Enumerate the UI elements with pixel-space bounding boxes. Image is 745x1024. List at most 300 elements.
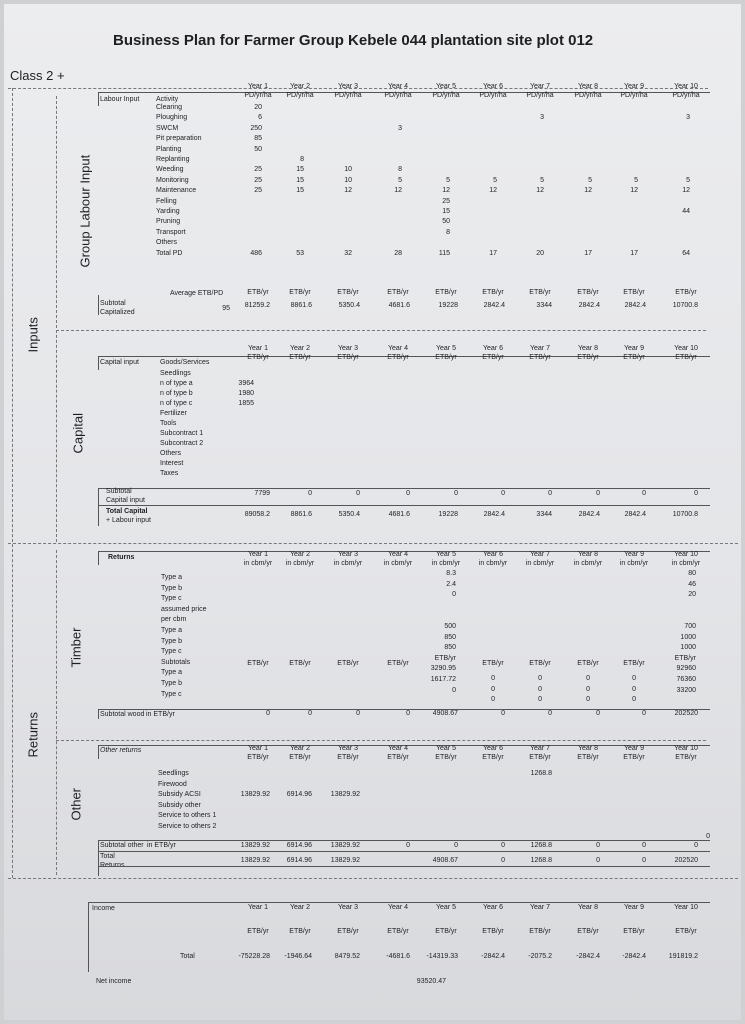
year-header: Year 10 (674, 83, 698, 90)
labour-value: 8 (446, 228, 450, 236)
other-total-value: 0 (596, 857, 600, 864)
etb-unit: ETB/yr (529, 660, 551, 667)
capital-total-value: 19228 (438, 511, 458, 518)
section-group-labour-input: Group Labour Input (77, 154, 93, 268)
capital-item: n of type c (160, 400, 193, 407)
capital-subtotal-label: Subtotal (106, 488, 132, 495)
timber-year5-value: 0 (452, 591, 456, 599)
labour-value: 25 (254, 187, 262, 195)
year-header: Year 6 (483, 551, 503, 558)
year-unit: PD/yr/ha (479, 92, 507, 99)
capital-total-value: 5350.4 (338, 511, 360, 518)
timber-year5-value: 8.3 (446, 570, 456, 577)
labour-value: 3 (398, 124, 402, 132)
year-unit: in cbm/yr (671, 560, 701, 567)
timber-zero: 0 (538, 675, 542, 682)
other-total-value: 0 (642, 857, 646, 864)
timber-row-label: per cbm (161, 616, 187, 624)
other-row-label: Subsidy other (158, 801, 201, 809)
year-header: Year 10 (674, 345, 698, 352)
rule (98, 92, 99, 106)
capital-subtotal-value: 0 (548, 490, 552, 497)
timber-subtotal-value: 202520 (674, 710, 698, 717)
etb-unit: ETB/yr (482, 660, 504, 667)
etb-unit: ETB/yr (529, 289, 551, 296)
divider (56, 550, 57, 875)
year-unit: ETB/yr (577, 928, 599, 935)
total-capital-label: Total Capital (106, 508, 148, 515)
timber-zero: 0 (538, 685, 542, 693)
rule (88, 902, 89, 972)
timber-year5-value: 850 (444, 644, 456, 652)
year-header: Year 10 (674, 904, 698, 911)
year-unit: ETB/yr (675, 928, 697, 935)
activity-label: Others (156, 239, 178, 247)
year-unit: PD/yr/ha (526, 92, 554, 99)
timber-year10-value: ETB/yr (674, 654, 696, 662)
other-row-label: Subsidy ACSI (158, 791, 201, 798)
year-header: Year 2 (290, 904, 310, 911)
labour-value: 3 (686, 114, 690, 122)
year-header: Year 9 (624, 551, 644, 558)
labour-value: 64 (682, 249, 690, 257)
year-unit: ETB/yr (529, 754, 551, 761)
timber-subtotal-value: 0 (406, 710, 410, 717)
year-unit: PD/yr/ha (574, 92, 602, 99)
labour-value: 17 (489, 249, 497, 257)
income-total-value: -2075.2 (528, 953, 552, 960)
labour-value: 17 (630, 249, 638, 257)
etb-unit: ETB/yr (337, 660, 359, 667)
other-subtotal-value: 6914.96 (286, 842, 312, 849)
timber-subtotal-value: 0 (308, 710, 312, 717)
year-unit: ETB/yr (247, 754, 269, 761)
year-header: Year 5 (436, 345, 456, 352)
year-header: Year 2 (290, 83, 310, 90)
divider (56, 740, 706, 741)
activity-label: Clearing (156, 104, 183, 111)
plus-labour-label: + Labour input (106, 517, 151, 524)
capital-total-value: 4681.6 (388, 511, 410, 518)
labour-subtotal-value: 8861.6 (290, 302, 312, 309)
labour-input-label: Labour Input (100, 96, 140, 103)
etb-unit: ETB/yr (623, 660, 645, 667)
income-total-value: -2842.4 (622, 953, 646, 960)
timber-row-label: Type c (161, 595, 182, 603)
year-unit: ETB/yr (482, 928, 504, 935)
timber-year10-value: 46 (688, 580, 696, 588)
labour-value: 12 (344, 187, 352, 195)
divider (56, 330, 706, 331)
year-header: Year 9 (624, 83, 644, 90)
timber-zero: 0 (632, 685, 636, 693)
capital-item: Tools (160, 420, 177, 427)
other-total-value: 4908.67 (432, 857, 458, 864)
other-row-value: 1268.8 (530, 770, 552, 777)
year-header: Year 8 (578, 904, 598, 911)
timber-year5-value: 2.4 (446, 580, 456, 588)
timber-year5-value: 850 (444, 633, 456, 641)
capital-item: Seedlings (160, 370, 191, 377)
capital-total-value: 3344 (536, 511, 552, 518)
rule (98, 356, 99, 370)
rule (98, 709, 99, 719)
timber-subtotal-value: 0 (548, 710, 552, 717)
year-unit: ETB/yr (577, 354, 599, 361)
capital-item: n of type a (160, 380, 193, 387)
year-header: Year 4 (388, 551, 408, 558)
labour-subtotal-value: 2842.4 (578, 302, 600, 309)
section-inputs: Inputs (25, 317, 41, 353)
year-header: Year 4 (388, 745, 408, 752)
timber-subtotal-value: 0 (642, 710, 646, 717)
timber-row-label: Type b (161, 637, 183, 645)
capital-item: Subcontract 1 (160, 430, 204, 437)
year-unit: ETB/yr (482, 354, 504, 361)
timber-zero: 0 (586, 685, 590, 693)
capitalized-label: Capitalized (100, 309, 135, 316)
timber-zero: 0 (491, 696, 495, 704)
etb-unit: ETB/yr (435, 289, 457, 296)
capital-item: n of type b (160, 390, 193, 397)
year-unit: ETB/yr (289, 754, 311, 761)
timber-row-label: Type c (161, 690, 182, 698)
year-unit: ETB/yr (387, 354, 409, 361)
divider (8, 878, 738, 879)
capital-subtotal-value: 0 (406, 490, 410, 497)
other-subtotal-value: 0 (406, 842, 410, 849)
year-header: Year 3 (338, 551, 358, 558)
year-unit: ETB/yr (435, 928, 457, 935)
timber-row-label: Type a (161, 574, 183, 581)
capital-item-value: 3964 (238, 380, 254, 387)
income-total-value: 8479.52 (334, 953, 360, 960)
timber-year10-value: 700 (684, 623, 696, 630)
other-row-label: Service to others 2 (158, 822, 217, 830)
net-income-value: 93520.47 (416, 978, 446, 985)
divider (12, 88, 13, 878)
rule (98, 851, 710, 852)
labour-value: 15 (296, 187, 304, 195)
labour-value: 250 (250, 124, 262, 132)
year-unit: PD/yr/ha (384, 92, 412, 99)
capital-total-value: 2842.4 (624, 511, 646, 518)
subtotal-other-unit: in ETB/yr (147, 842, 176, 849)
year-header: Year 9 (624, 745, 644, 752)
year-unit: ETB/yr (529, 354, 551, 361)
activity-label: Pruning (156, 218, 181, 226)
capital-total-value: 89058.2 (244, 511, 270, 518)
capital-input-sublabel: Capital input (106, 497, 145, 504)
timber-year5-value: ETB/yr (434, 654, 456, 662)
year-unit: in cbm/yr (619, 560, 649, 567)
activity-label: Ploughing (156, 114, 188, 122)
capital-item: Others (160, 450, 182, 457)
year-unit: ETB/yr (529, 928, 551, 935)
timber-row-label: Subtotals (161, 658, 191, 666)
capital-item: Interest (160, 460, 184, 467)
timber-year10-value: 80 (688, 570, 696, 577)
labour-value: 8 (300, 156, 304, 163)
labour-subtotal-value: 19228 (438, 302, 458, 309)
other-row-value: 6914.96 (286, 791, 312, 798)
rule (98, 488, 99, 526)
etb-unit: ETB/yr (289, 289, 311, 296)
capital-total-value: 2842.4 (483, 511, 505, 518)
year-unit: ETB/yr (387, 928, 409, 935)
year-unit: ETB/yr (337, 754, 359, 761)
labour-value: 53 (296, 249, 304, 257)
labour-value: 50 (442, 218, 450, 226)
other-row-label: Seedlings (158, 770, 189, 777)
timber-row-label: assumed price (161, 605, 207, 613)
labour-value: 17 (584, 249, 592, 257)
other-row-value: 13829.92 (240, 791, 270, 798)
divider (8, 543, 738, 544)
year-header: Year 9 (624, 345, 644, 352)
year-unit: ETB/yr (289, 928, 311, 935)
capital-item-value: 1855 (238, 400, 254, 407)
timber-subtotal-value: 0 (356, 710, 360, 717)
timber-year5-value: 1617.72 (430, 676, 456, 683)
labour-value: 8 (398, 166, 402, 174)
other-subtotal-value: 0 (694, 842, 698, 849)
labour-value: 5 (686, 176, 690, 184)
total-returns-label: Total (100, 853, 115, 860)
year-header: Year 6 (483, 83, 503, 90)
labour-value: 20 (536, 249, 544, 257)
capital-input-label: Capital input (100, 359, 139, 366)
year-header: Year 1 (248, 83, 268, 90)
year-header: Year 4 (388, 904, 408, 911)
other-extra-zero: 0 (706, 833, 710, 840)
year-header: Year 8 (578, 345, 598, 352)
etb-unit: ETB/yr (675, 289, 697, 296)
labour-subtotal-value: 3344 (536, 302, 552, 309)
labour-value: 12 (682, 187, 690, 195)
capital-subtotal-value: 0 (308, 490, 312, 497)
timber-subtotal-value: 0 (596, 710, 600, 717)
year-unit: ETB/yr (247, 928, 269, 935)
year-header: Year 7 (530, 551, 550, 558)
income-total-value: -4681.6 (386, 953, 410, 960)
labour-value: 32 (344, 249, 352, 257)
timber-year10-value: 33200 (676, 686, 696, 694)
etb-unit: ETB/yr (577, 660, 599, 667)
labour-value: 12 (536, 187, 544, 195)
labour-value: 10 (344, 176, 352, 184)
year-unit: in cbm/yr (525, 560, 555, 567)
income-total-value: -2842.4 (481, 953, 505, 960)
year-header: Year 10 (674, 551, 698, 558)
timber-zero: 0 (586, 675, 590, 682)
other-subtotal-value: 1268.8 (530, 842, 552, 849)
capital-subtotal-value: 0 (642, 490, 646, 497)
etb-unit: ETB/yr (623, 289, 645, 296)
timber-row-label: Type b (161, 584, 183, 592)
capital-subtotal-value: 0 (356, 490, 360, 497)
rule (98, 488, 710, 489)
other-returns-label: Other returns (100, 747, 142, 754)
labour-subtotal-value: 81259.2 (244, 302, 270, 309)
year-unit: in cbm/yr (243, 560, 273, 567)
year-header: Year 7 (530, 904, 550, 911)
page-title: Business Plan for Farmer Group Kebele 044 plantation site plot 012 (113, 32, 594, 49)
other-row-value: 13829.92 (330, 791, 360, 798)
other-total-value: 13829.92 (330, 857, 360, 864)
labour-value: 25 (442, 197, 450, 205)
labour-subtotal-value: 2842.4 (483, 302, 505, 309)
labour-value: 5 (446, 176, 450, 184)
activity-label: Replanting (156, 156, 190, 163)
subtotal-wood-unit: in ETB/yr (146, 711, 175, 718)
year-header: Year 9 (624, 904, 644, 911)
year-unit: ETB/yr (577, 754, 599, 761)
capital-item: Fertilizer (160, 410, 187, 417)
labour-value: 3 (540, 114, 544, 122)
year-header: Year 1 (248, 904, 268, 911)
activity-label: Yarding (156, 208, 180, 215)
timber-subtotal-value: 4908.67 (432, 710, 458, 717)
year-unit: ETB/yr (435, 754, 457, 761)
year-unit: ETB/yr (387, 754, 409, 761)
timber-row-label: Type c (161, 648, 182, 656)
subtotal-wood-label: Subtotal wood (100, 711, 145, 718)
year-unit: ETB/yr (623, 928, 645, 935)
activity-label: SWCM (156, 124, 179, 132)
year-header: Year 1 (248, 551, 268, 558)
year-unit: ETB/yr (289, 354, 311, 361)
year-header: Year 1 (248, 345, 268, 352)
year-unit: PD/yr/ha (672, 92, 700, 99)
labour-value: 25 (254, 166, 262, 174)
etb-unit: ETB/yr (577, 289, 599, 296)
timber-zero: 0 (632, 675, 636, 682)
returns-label: Returns (108, 554, 135, 561)
section-timber: Timber (68, 627, 84, 668)
other-row-label: Firewood (158, 780, 187, 788)
other-total-value: 13829.92 (240, 857, 270, 864)
timber-year5-value: 3290.95 (430, 665, 456, 673)
labour-value: 20 (254, 104, 262, 111)
other-subtotal-value: 0 (642, 842, 646, 849)
other-total-value: 6914.96 (286, 857, 312, 864)
year-unit: ETB/yr (435, 354, 457, 361)
labour-value: 15 (296, 166, 304, 174)
capital-item: Subcontract 2 (160, 440, 204, 447)
timber-zero: 0 (491, 675, 495, 682)
year-unit: ETB/yr (337, 354, 359, 361)
labour-value: 15 (442, 208, 450, 215)
etb-unit: ETB/yr (247, 289, 269, 296)
subtotal-label: Subtotal (100, 300, 126, 307)
subtotal-other-label: Subtotal other (100, 842, 144, 849)
other-total-value: 1268.8 (530, 857, 552, 864)
activity-label: Planting (156, 145, 182, 153)
year-header: Year 2 (290, 551, 310, 558)
etb-unit: ETB/yr (387, 660, 409, 667)
class-label: Class 2 + (10, 68, 65, 83)
year-header: Year 2 (290, 345, 310, 352)
other-subtotal-value: 0 (596, 842, 600, 849)
labour-value: 5 (540, 176, 544, 184)
returns-sublabel: Returns (100, 862, 125, 869)
timber-zero: 0 (632, 696, 636, 704)
section-other: Other (68, 787, 84, 821)
year-unit: ETB/yr (482, 754, 504, 761)
capital-total-value: 10700.8 (672, 511, 698, 518)
divider (56, 96, 57, 542)
labour-value: 12 (394, 187, 402, 195)
year-unit: ETB/yr (623, 754, 645, 761)
year-unit: in cbm/yr (573, 560, 603, 567)
income-total-value: 191819.2 (668, 953, 698, 960)
labour-value: 12 (630, 187, 638, 195)
rule (98, 745, 99, 759)
other-subtotal-value: 13829.92 (240, 842, 270, 849)
year-unit: PD/yr/ha (620, 92, 648, 99)
timber-year10-value: 1000 (680, 633, 696, 641)
activity-label: Pit preparation (156, 135, 202, 143)
year-header: Year 6 (483, 345, 503, 352)
labour-value: 5 (588, 176, 592, 184)
timber-zero: 0 (491, 685, 495, 693)
income-total-value: -75228.28 (238, 953, 270, 960)
timber-year5-value: 500 (444, 623, 456, 630)
labour-value: 85 (254, 135, 262, 143)
activity-label: Maintenance (156, 187, 197, 195)
other-total-value: 0 (501, 857, 505, 864)
year-header: Year 5 (436, 551, 456, 558)
labour-value: 25 (254, 176, 262, 184)
year-unit: PD/yr/ha (432, 92, 460, 99)
year-unit: in cbm/yr (431, 560, 461, 567)
labour-value: 12 (442, 187, 450, 195)
rule (98, 840, 99, 876)
rule (98, 866, 710, 867)
labour-subtotal-value: 4681.6 (388, 302, 410, 309)
goods-services-label: Goods/Services (160, 359, 210, 366)
section-returns: Returns (25, 711, 41, 758)
timber-zero: 0 (586, 696, 590, 704)
section-capital: Capital (70, 413, 86, 454)
year-unit: in cbm/yr (478, 560, 508, 567)
etb-unit: ETB/yr (247, 660, 269, 667)
year-header: Year 8 (578, 551, 598, 558)
timber-row-label: Type a (161, 627, 183, 634)
labour-value: 5 (634, 176, 638, 184)
other-subtotal-value: 0 (454, 842, 458, 849)
year-unit: ETB/yr (675, 754, 697, 761)
year-header: Year 2 (290, 745, 310, 752)
labour-value: 486 (250, 249, 262, 257)
activity-label: Total PD (156, 249, 183, 257)
other-subtotal-value: 0 (501, 842, 505, 849)
labour-value: 12 (489, 187, 497, 195)
year-unit: in cbm/yr (383, 560, 413, 567)
other-subtotal-value: 13829.92 (330, 842, 360, 849)
average-etb-value: 95 (222, 305, 230, 312)
capital-subtotal-value: 0 (694, 490, 698, 497)
activity-label: Activity (156, 96, 179, 103)
timber-year10-value: 20 (688, 591, 696, 599)
year-header: Year 7 (530, 83, 550, 90)
year-header: Year 5 (436, 745, 456, 752)
labour-value: 44 (682, 208, 690, 215)
capital-subtotal-value: 0 (596, 490, 600, 497)
year-header: Year 6 (483, 745, 503, 752)
year-header: Year 4 (388, 83, 408, 90)
